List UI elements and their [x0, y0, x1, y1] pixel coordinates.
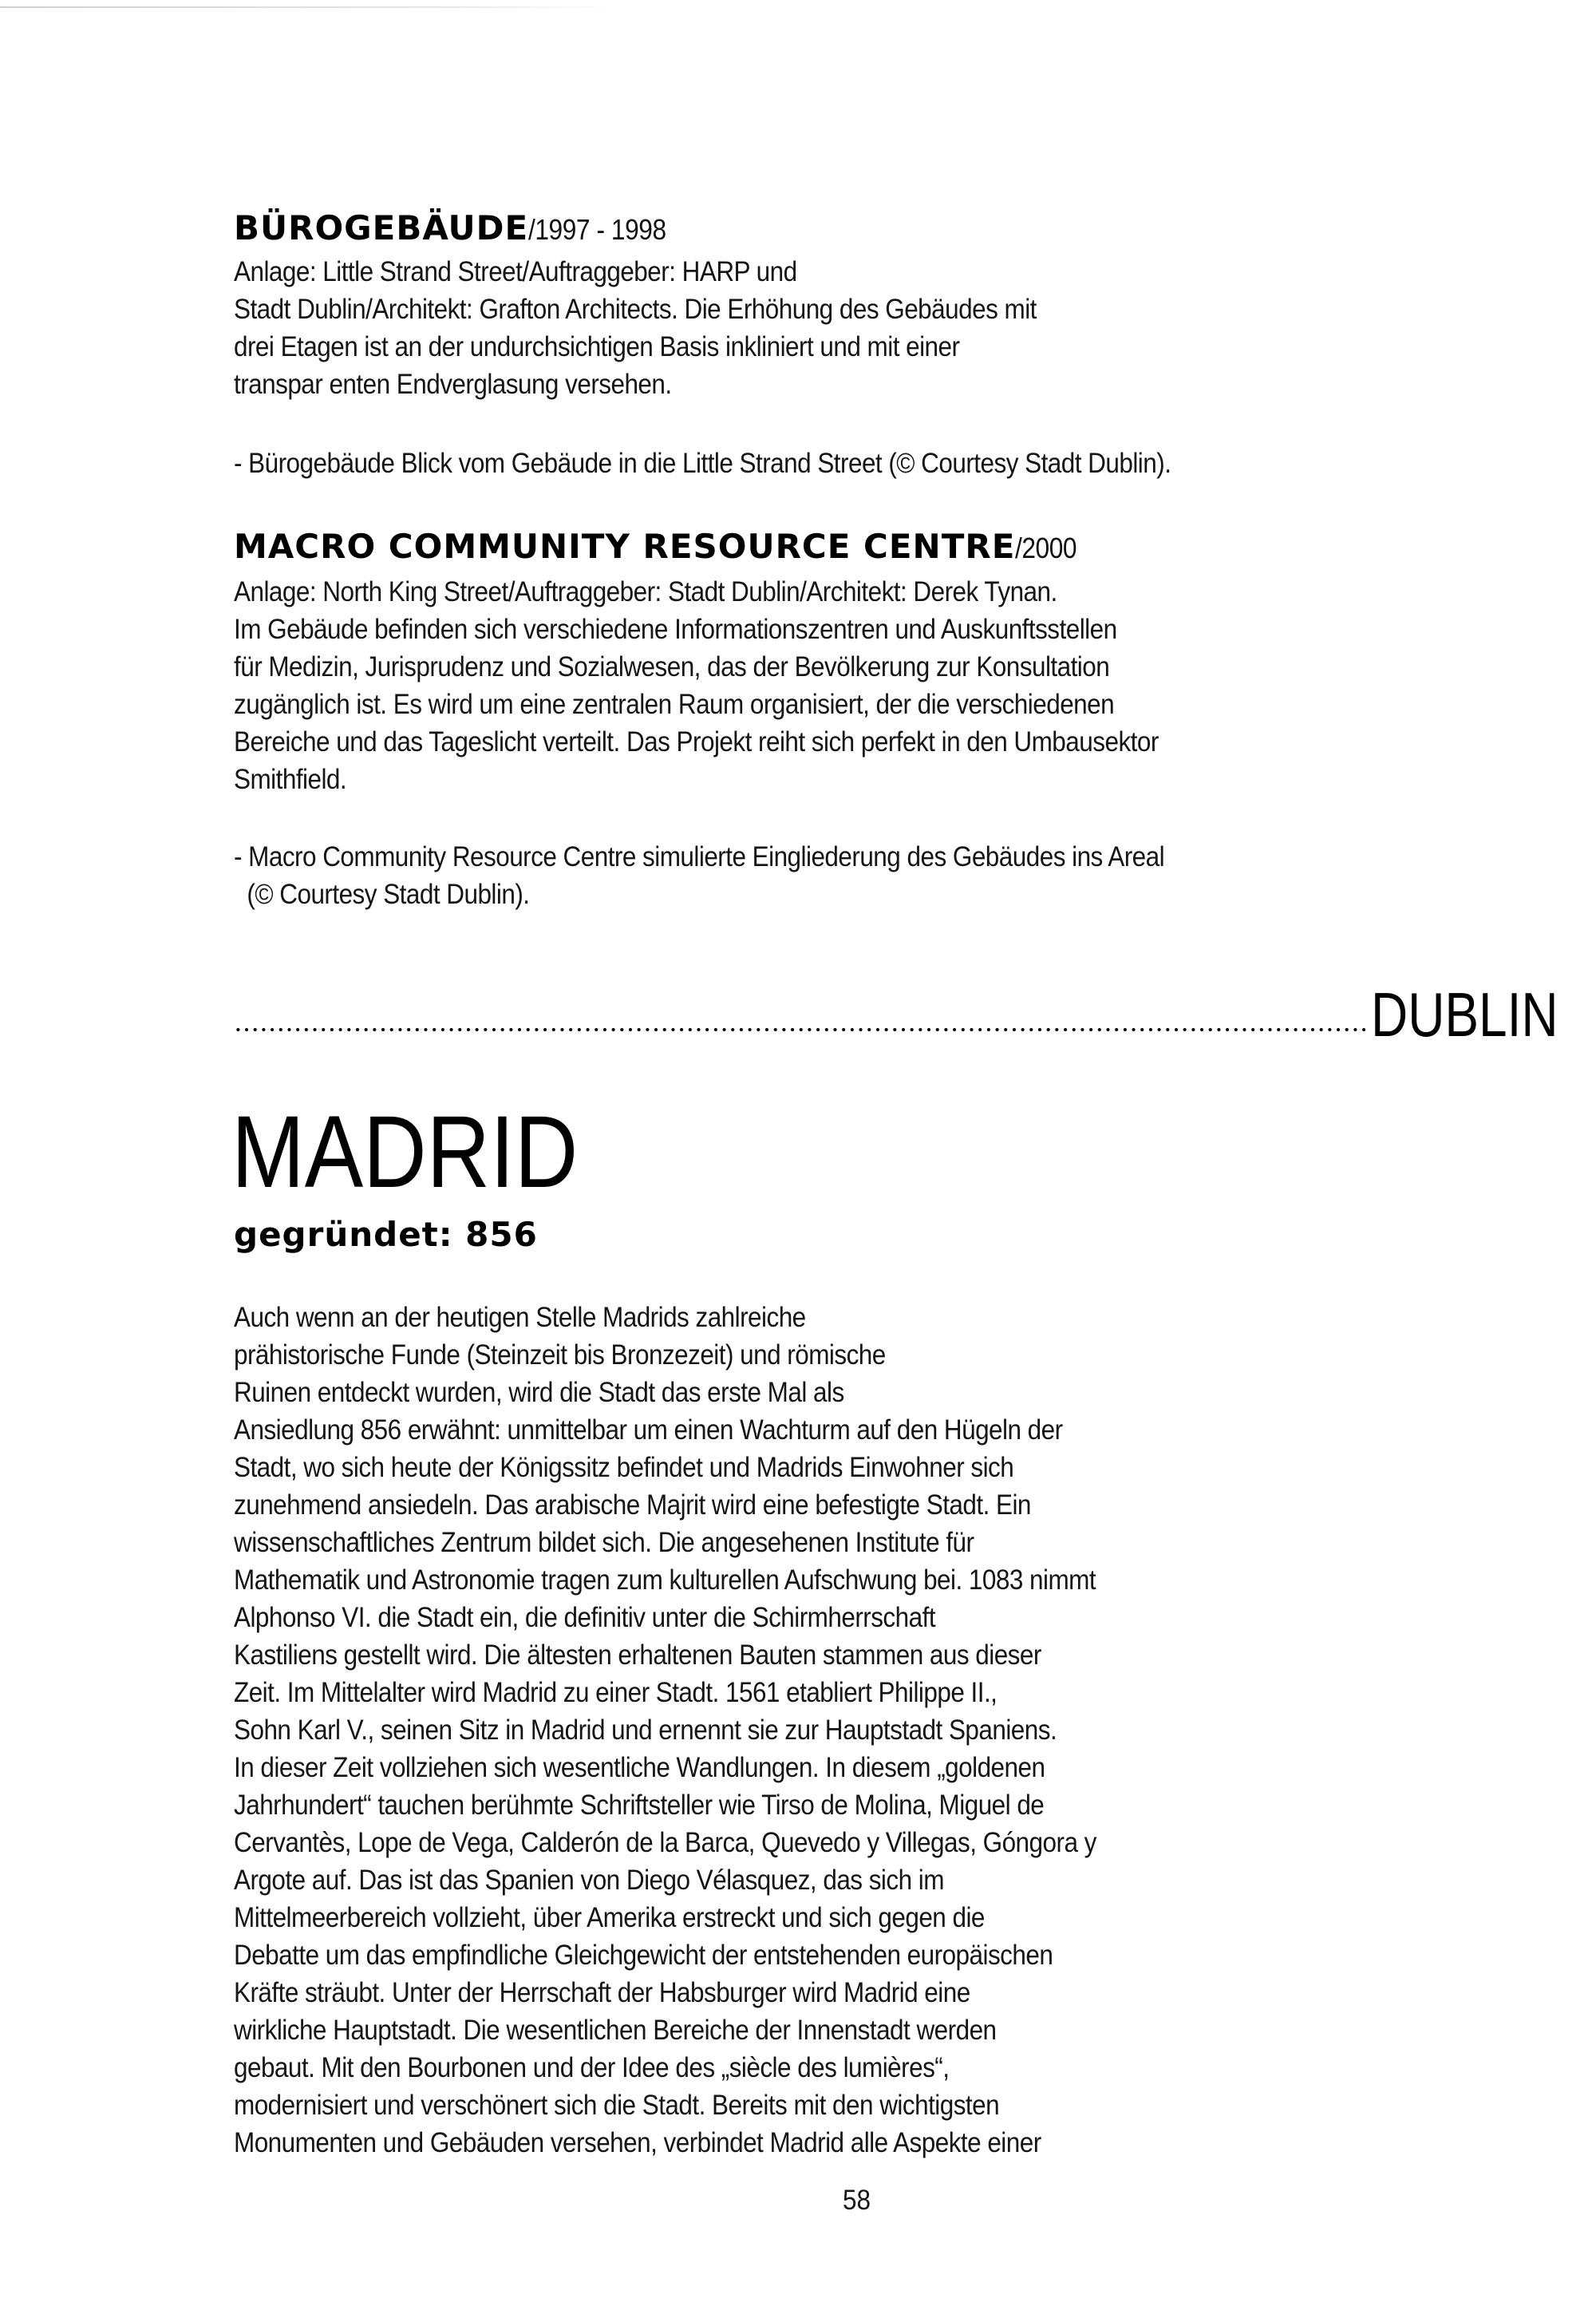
section-body: [234, 573, 1239, 798]
body-line: Anlage: Little Strand Street/Auftraggeber: HARP und: [234, 256, 797, 287]
body-line: Zeit. Im Mittelalter wird Madrid zu einer Stadt. 1561 etabliert Philippe II.,: [234, 1677, 998, 1708]
body-line: Jahrhundert“ tauchen berühmte Schriftsteller wie Tirso de Molina, Miguel de: [234, 1790, 1045, 1821]
body-line: Kastiliens gestellt wird. Die ältesten erhaltenen Bauten stammen aus dieser: [234, 1640, 1041, 1671]
dotted-divider: [234, 1028, 1367, 1031]
founded-subtitle: gegründet: 856: [234, 1215, 538, 1254]
body-line: Argote auf. Das ist das Spanien von Diego Vélasquez, das sich im: [234, 1865, 944, 1896]
section-title: MACRO COMMUNITY RESOURCE CENTRE: [234, 527, 1016, 566]
section-body: [234, 253, 1239, 403]
body-line: drei Etagen ist an der undurchsichtigen Basis inkliniert und mit einer: [234, 331, 960, 362]
body-line: Mittelmeerbereich vollzieht, über Amerika erstreckt und sich gegen die: [234, 1902, 985, 1933]
chapter-city-label: DUBLIN: [1371, 979, 1558, 1050]
body-line: Ansiedlung 856 erwähnt: unmittelbar um einen Wachturm auf den Hügeln der: [234, 1414, 1063, 1446]
body-line: Stadt, wo sich heute der Königssitz befindet und Madrids Einwohner sich: [234, 1452, 1014, 1483]
body-line: transpar enten Endverglasung versehen.: [234, 369, 672, 400]
body-line: wissenschaftliches Zentrum bildet sich. Die angesehenen Institute für: [234, 1527, 974, 1558]
body-line: Mathematik und Astronomie tragen zum kulturellen Aufschwung bei. 1083 nimmt: [234, 1564, 1096, 1596]
body-line: Anlage: North King Street/Auftraggeber: Stadt Dublin/Architekt: Derek Tynan.: [234, 576, 1057, 607]
caption-line: - Macro Community Resource Centre simulierte Eingliederung des Gebäudes ins Areal: [234, 841, 1165, 872]
body-line: modernisiert und verschönert sich die Stadt. Bereits mit den wichtigsten: [234, 2090, 1000, 2121]
section-title: BÜROGEBÄUDE: [234, 208, 529, 247]
body-line: wirkliche Hauptstadt. Die wesentlichen Bereiche der Innenstadt werden: [234, 2015, 997, 2046]
body-line: gebaut. Mit den Bourbonen und der Idee des „siècle des lumières“,: [234, 2052, 950, 2083]
body-line: für Medizin, Jurisprudenz und Sozialwesen, das der Bevölkerung zur Konsultation: [234, 651, 1110, 682]
section-heading: [234, 208, 1351, 247]
body-line: Kräfte sträubt. Unter der Herrschaft der Habsburger wird Madrid eine: [234, 1977, 970, 2008]
body-line: Im Gebäude befinden sich verschiedene Informationszentren und Auskunftsstellen: [234, 614, 1117, 645]
body-line: prähistorische Funde (Steinzeit bis Bronzezeit) und römische: [234, 1339, 886, 1371]
body-line: Bereiche und das Tageslicht verteilt. Das Projekt reiht sich perfekt in den Umbausektor: [234, 726, 1159, 757]
section-heading: [234, 527, 1351, 566]
top-scan-rule: [0, 6, 622, 8]
caption-line: - Bürogebäude Blick vom Gebäude in die Little Strand Street (© Courtesy Stadt Dublin).: [234, 448, 1171, 479]
body-line: Ruinen entdeckt wurden, wird die Stadt das erste Mal als: [234, 1377, 844, 1408]
section-date: /2000: [1015, 532, 1077, 564]
body-line: In dieser Zeit vollziehen sich wesentliche Wandlungen. In diesem „goldenen: [234, 1752, 1045, 1783]
body-line: Smithfield.: [234, 764, 347, 795]
body-line: Auch wenn an der heutigen Stelle Madrids zahlreiche: [234, 1302, 806, 1333]
madrid-body: [234, 1299, 1351, 2162]
figure-caption: [234, 445, 1239, 482]
body-line: zugänglich ist. Es wird um eine zentralen Raum organisiert, der die verschiedenen: [234, 689, 1115, 720]
chapter-title: MADRID: [231, 1095, 579, 1209]
section-macro-community: [234, 527, 1351, 913]
body-line: zunehmend ansiedeln. Das arabische Majrit wird eine befestigte Stadt. Ein: [234, 1489, 1031, 1521]
section-buerogebaeude: [234, 208, 1351, 482]
caption-line: (© Courtesy Stadt Dublin).: [234, 879, 530, 910]
body-line: Debatte um das empfindliche Gleichgewicht der entstehenden europäischen: [234, 1940, 1053, 1971]
body-line: Monumenten und Gebäuden versehen, verbindet Madrid alle Aspekte einer: [234, 2127, 1041, 2158]
page-number: 58: [843, 2185, 871, 2216]
section-date: /1997 - 1998: [528, 213, 666, 246]
figure-caption: [234, 838, 1239, 913]
body-line: Alphonso VI. die Stadt ein, die definitiv unter die Schirmherrschaft: [234, 1602, 936, 1633]
body-line: Stadt Dublin/Architekt: Grafton Architects. Die Erhöhung des Gebäudes mit: [234, 294, 1037, 325]
chapter-body: [234, 1299, 1239, 2162]
body-line: Sohn Karl V., seinen Sitz in Madrid und ernennt sie zur Hauptstadt Spaniens.: [234, 1715, 1057, 1746]
body-line: Cervantès, Lope de Vega, Calderón de la Barca, Quevedo y Villegas, Góngora y: [234, 1827, 1096, 1858]
